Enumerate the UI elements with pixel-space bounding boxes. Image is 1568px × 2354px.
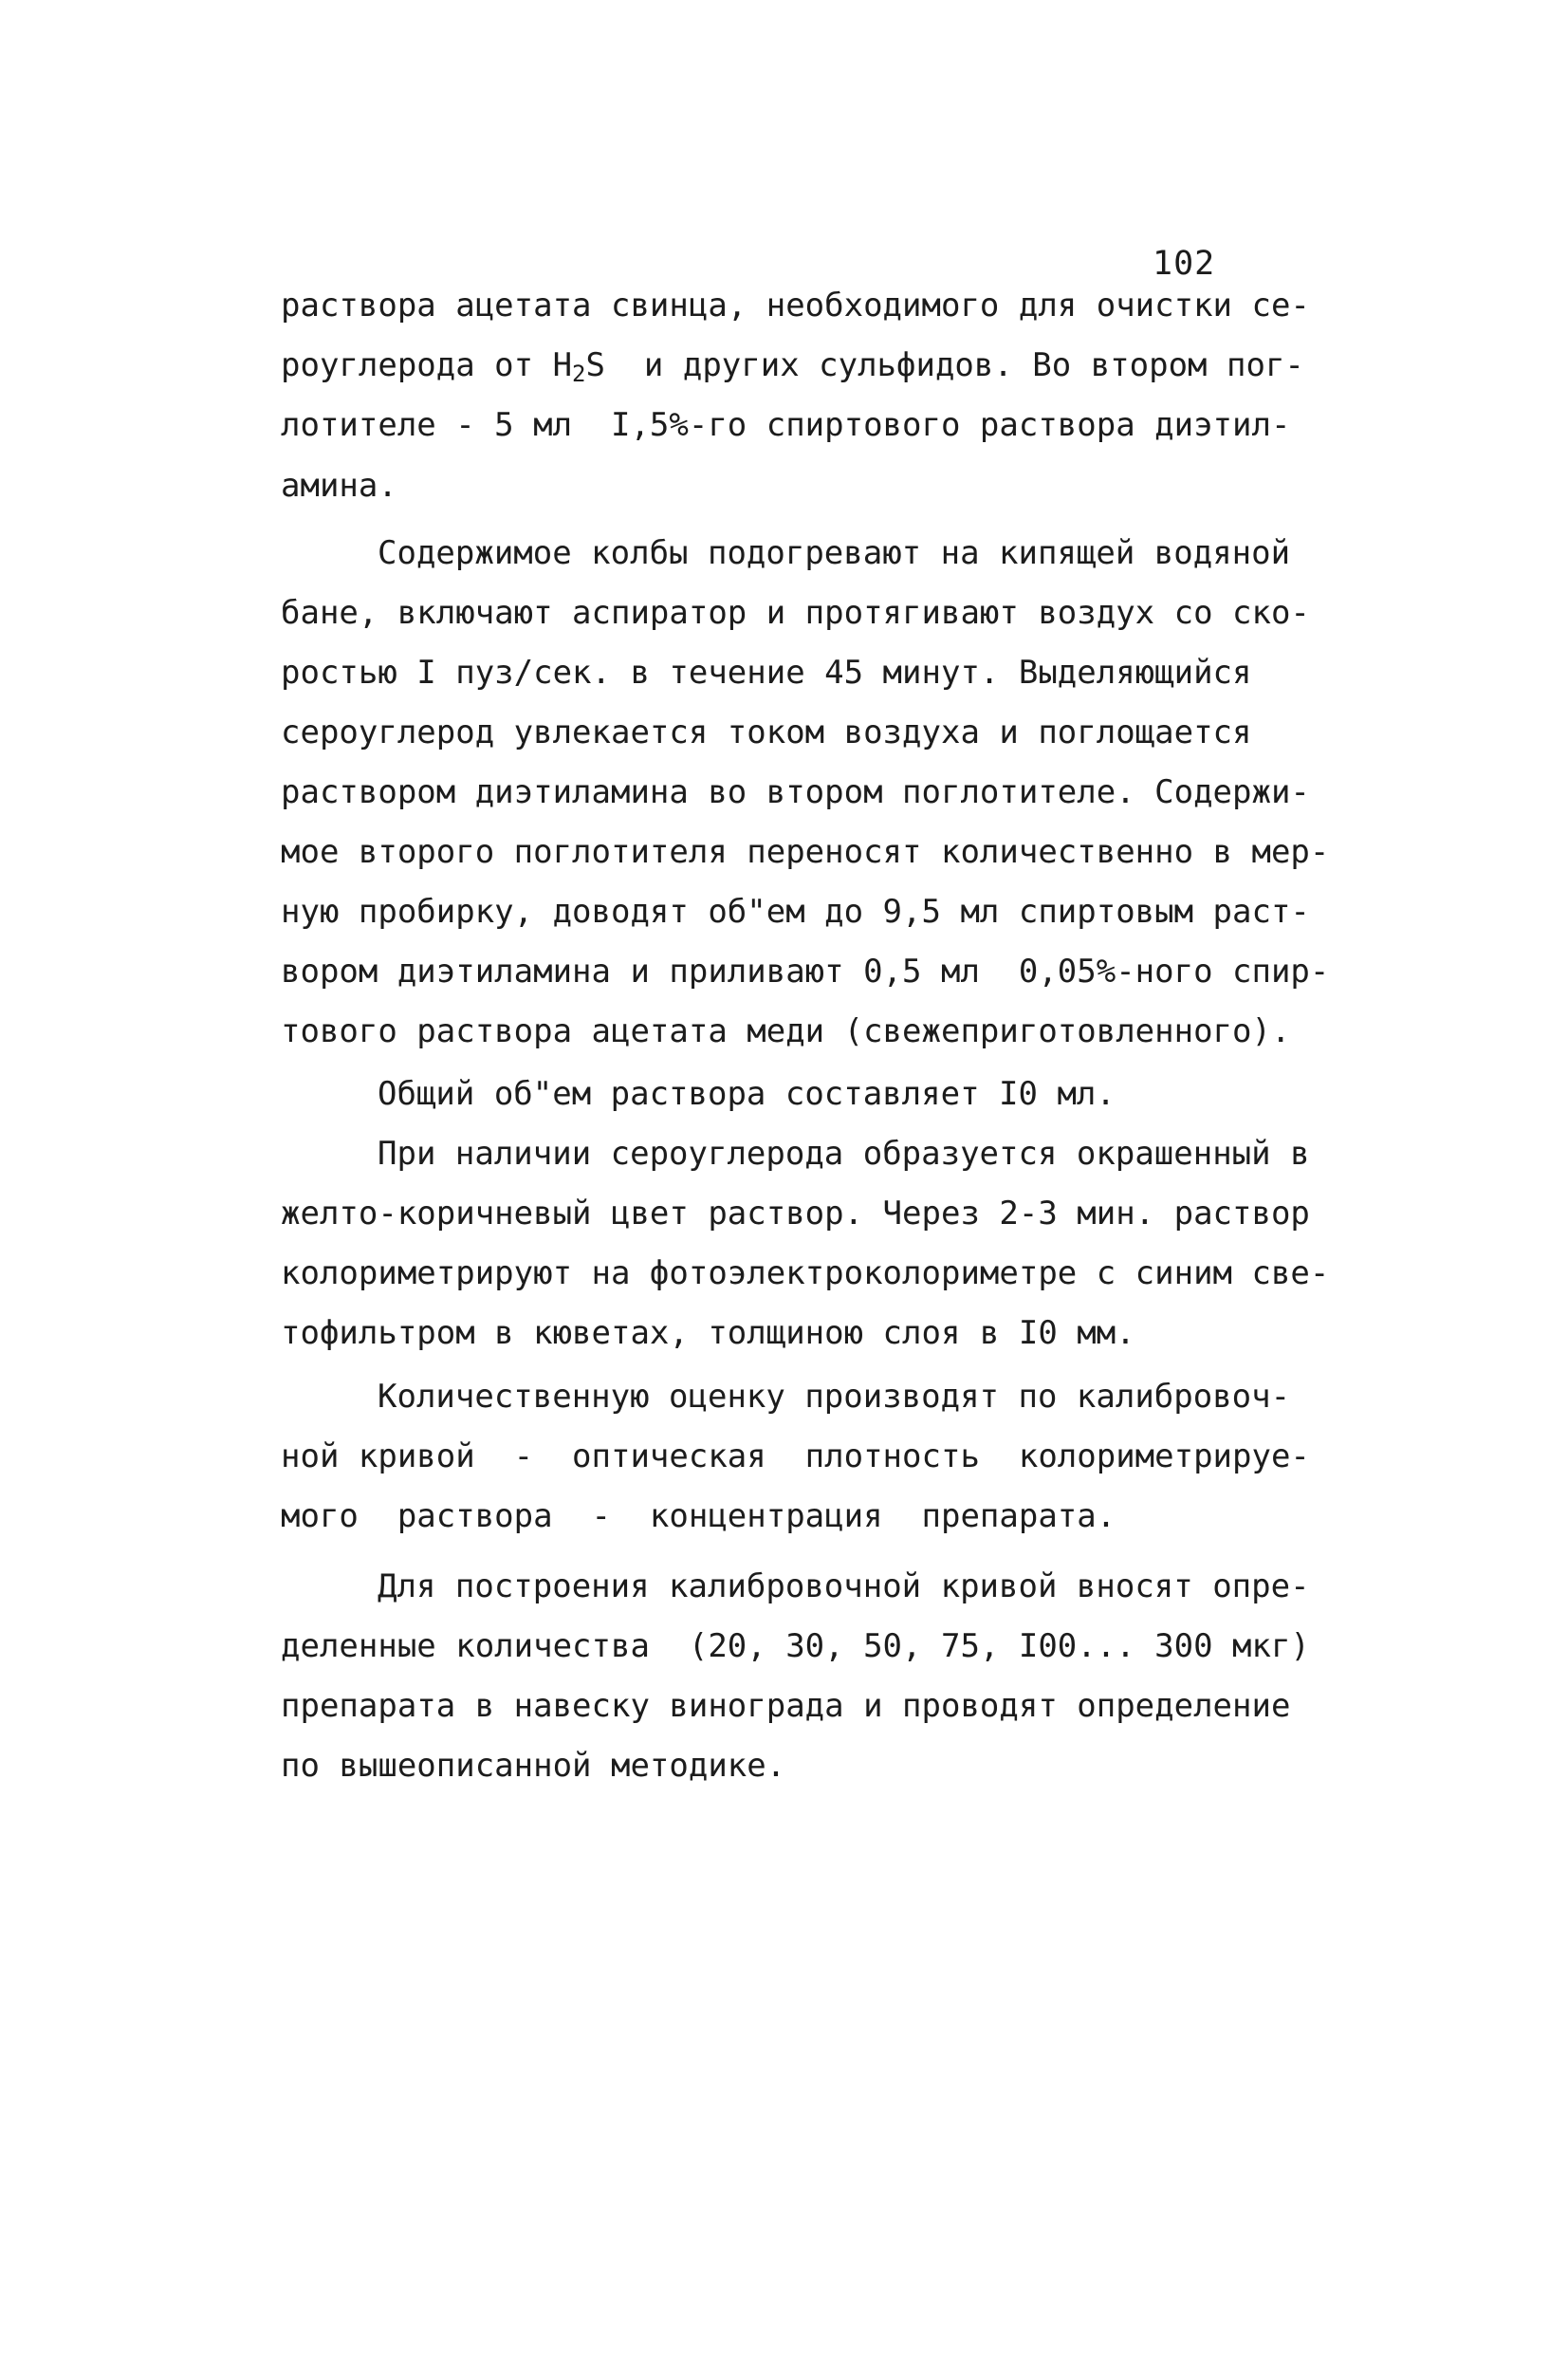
text-line: бане, включают аспиратор и протягивают воздух со ско- [281,594,1310,632]
text-line: сероуглерод увлекается током воздуха и поглощается [281,714,1252,751]
text-line: тофильтром в кюветах, толщиною слоя в I0 мм. [281,1314,1135,1352]
text-line: деленные количества (20, 30, 50, 75, I00... 300 мкг) [281,1627,1310,1665]
text-line: Содержимое колбы подогревают на кипящей водяной [378,534,1291,572]
text-line: мого раствора - концентрация препарата. [281,1497,1116,1535]
text-line: ной кривой - оптическая плотность колориметрируе- [281,1437,1310,1475]
text-line: препарата в навеску винограда и проводят определение [281,1687,1291,1725]
text-line: лотителе - 5 мл I,5%-го спиртового раствора диэтил- [281,406,1291,444]
text-line: вором диэтиламина и приливают 0,5 мл 0,05%-ного спир- [281,953,1330,991]
text-line: Количественную оценку производят по калибровоч- [378,1378,1291,1416]
text-line: раствора ацетата свинца, необходимого для очистки се- [281,287,1310,324]
text-line: раствором диэтиламина во втором поглотителе. Содержи- [281,773,1310,811]
text-line: Общий об"ем раствора составляет I0 мл. [378,1075,1116,1113]
text-line: ростью I пуз/сек. в течение 45 минут. Выделяющийся [281,654,1252,692]
text-line: Для построения калибровочной кривой вносят опре- [378,1567,1310,1605]
page-number: 102 [1153,245,1216,283]
text-line: по вышеописанной методике. [281,1747,786,1785]
text-fragment: роуглерода от H [281,346,573,384]
text-line [281,346,1304,393]
text-line: колориметрируют на фотоэлектроколориметре с синим све- [281,1254,1330,1292]
text-line: амина. [281,467,397,505]
text-line: желто-коричневый цвет раствор. Через 2-3 мин. раствор [281,1195,1310,1233]
subscript: 2 [572,361,586,387]
text-fragment: S и других сульфидов. Во втором пог- [585,346,1304,384]
text-line: При наличии сероуглерода образуется окрашенный в [378,1135,1310,1173]
text-line: тового раствора ацетата меди (свежеприготовленного). [281,1012,1291,1050]
text-line: мое второго поглотителя переносят количественно в мер- [281,833,1330,871]
text-line: ную пробирку, доводят об"ем до 9,5 мл спиртовым раст- [281,893,1310,931]
